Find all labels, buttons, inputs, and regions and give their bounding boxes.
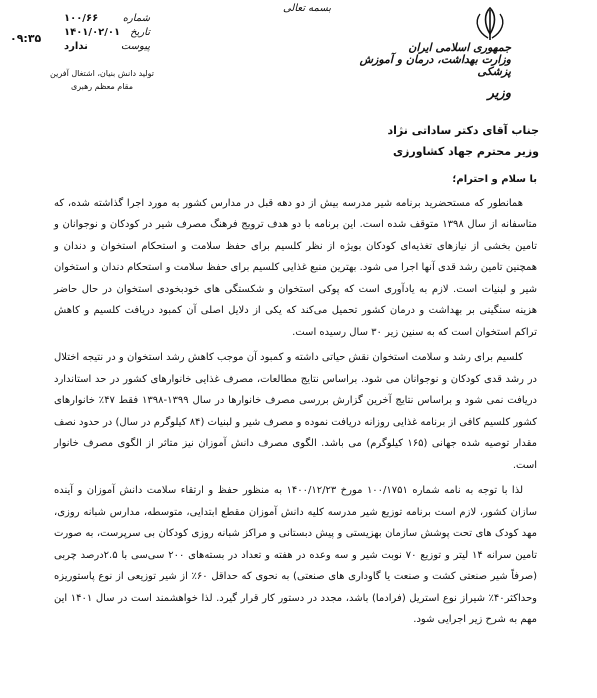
ministry-line-name: وزارت بهداشت، درمان و آموزش پزشکی bbox=[359, 53, 511, 78]
meta-attachment-label: پیوست bbox=[120, 41, 150, 52]
meta-number-value: ۱۰۰/۶۶ bbox=[64, 13, 99, 24]
quote-source: مقام معظم رهبری bbox=[70, 82, 133, 91]
meta-attachment-value: ندارد bbox=[64, 41, 88, 52]
recipient-block bbox=[239, 120, 539, 162]
letter-meta bbox=[64, 12, 150, 54]
body-paragraph-3: لذا با توجه به نامه شماره ۱۰۰/۱۷۵۱ مورخ ۱۴۰۰/۱۲/۲۳ به منظور حفظ و ارتقاء سلامت دانش آموزان و آینده سازان کشور، لازم است برنامه توزیع شیر مدرسه کلیه دانش آموزان مقطع ابتدایی، متوسطه، مدارس شبانه روزی، مهد کودک های تحت پوشش سازمان بهزیستی و پیش دبستانی و مراکز شبانه روزی کودکان بی سرپرست، به صورت تامین سرانه ۱۴ لیتر و توزیع ۷۰ نوبت شیر و سه وعده در هفته و تعداد در بسته‌های ۲۰۰ سی‌سی با ۲.۵درصد چربی (صرفاً شیر صنعتی کشت و صنعت یا گاوداری های صنعتی) به نحوی که حداقل ۶۰٪ از شیر توزیعی از نوع پاستوریزه وحداکثر۴۰٪ شیراز نوع استریل (فرادما) باشد، مجدد در دستور کار قرار گیرد. لذا خواهشمند است در سال ۱۴۰۱ این مهم به شرح زیر اجرایی شود. bbox=[54, 485, 538, 625]
minister-label: وزیر bbox=[487, 86, 511, 101]
basmala: بسمه تعالی bbox=[282, 3, 332, 14]
ministry-heading bbox=[341, 42, 511, 78]
time-stamp: ۰۹:۳۵ bbox=[10, 32, 42, 45]
meta-date-value: ۱۴۰۱/۰۲/۰۱ bbox=[64, 27, 121, 38]
letter-body bbox=[54, 169, 537, 635]
meta-number-row bbox=[64, 12, 150, 26]
meta-date-label: تاریخ bbox=[130, 27, 150, 38]
ministry-line-country: جمهوری اسلامی ایران bbox=[408, 41, 511, 54]
meta-date-row bbox=[64, 26, 150, 40]
quote-text: تولید دانش بنیان، اشتغال آفرین bbox=[50, 69, 154, 78]
body-paragraph-1: همانطور که مستحضرید برنامه شیر مدرسه بیش از دو دهه قبل در مدارس کشور به مورد اجرا گذاشته شده، که متاسفانه از سال ۱۳۹۸ متوقف شده است. این برنامه با دو هدف ترویج فرهنگ مصرف شیر در کودکان و نوجوانان و تامین بخشی از نیازهای تغذیه‌ای کودکان بویژه از نظر کلسیم برای حفظ سلامت و استحکام استخوان و دندان و همچنین تامین رشد قدی آنها اجرا می شود. بهترین منبع غذایی کلسیم برای حفظ سلامت و استحکام دندان و استخوان شیر و لبنیات است. لازم به یادآوری است که پوکی استخوان و شکستگی های خودبخودی استخوان در حال حاضر هزینه سنگینی بر بهداشت و درمان کشور تحمیل می‌کند که یکی از دلایل اصلی آن کمبود دریافت کلسیم و کاهش تراکم استخوان است که به سنین زیر ۳۰ سال رسیده است. bbox=[54, 197, 537, 338]
meta-number-label: شماره bbox=[122, 13, 150, 24]
greeting: با سلام و احترام؛ bbox=[452, 174, 537, 185]
recipient-title: وزیر محترم جهاد کشاورزی bbox=[392, 145, 539, 158]
meta-attachment-row bbox=[64, 40, 150, 54]
iran-emblem-icon bbox=[462, 4, 518, 44]
recipient-name: جناب آقای دکتر ساداتی نژاد bbox=[387, 124, 539, 137]
leader-quote bbox=[32, 67, 172, 93]
body-paragraph-2: کلسیم برای رشد و سلامت استخوان نقش حیاتی داشته و کمبود آن موجب کاهش رشد استخوان و در نتیجه اختلال در رشد قدی کودکان و نوجوانان می شود. براساس نتایج مطالعات، مصرف غذایی خانوارهای کشور در حد استاندارد دریافت نمی شود و براساس نتایج آخرین گزارش بررسی مصرف خانوارها در سال ۱۳۹۹-۱۳۹۸ فقط ۴۷٪ خانوارهای کشور کلسیم کافی از برنامه غذایی روزانه دریافت نموده و مصرف شیر و لبنیات (۸۴ کیلوگرم در سال) در حدود نصف مقدار توصیه شده جهانی (۱۶۵ کیلوگرم) می باشد. الگوی مصرف دانش آموزان نیز متاثر از الگوی مصرف خانوار است. bbox=[54, 352, 537, 471]
